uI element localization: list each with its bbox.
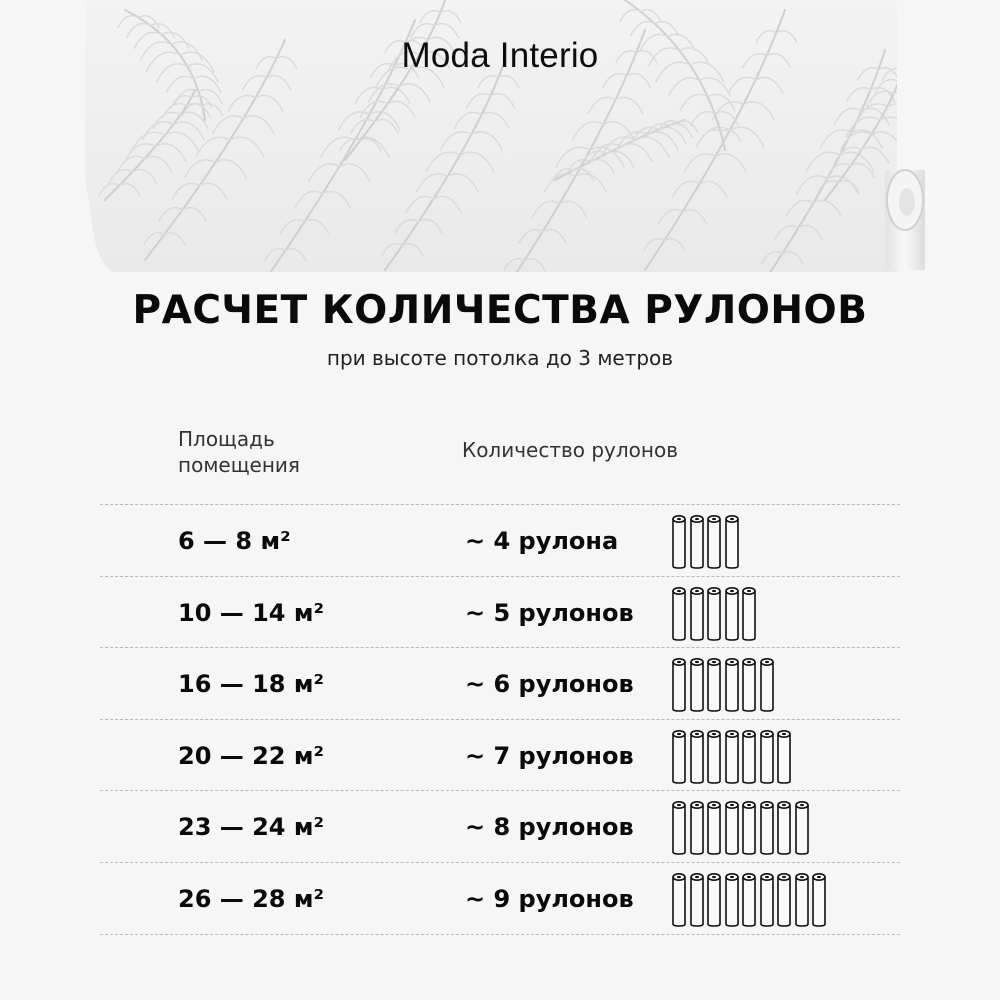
header-area bbox=[178, 426, 378, 478]
roll-icon bbox=[759, 871, 775, 927]
roll-icons bbox=[671, 585, 757, 641]
roll-icon bbox=[689, 656, 705, 712]
roll-icon bbox=[724, 799, 740, 855]
roll-icons bbox=[671, 728, 792, 784]
roll-icons bbox=[671, 513, 740, 569]
roll-icon bbox=[776, 728, 792, 784]
area-value: 10 — 14 м² bbox=[178, 598, 324, 627]
area-value: 23 — 24 м² bbox=[178, 813, 324, 841]
roll-icon bbox=[759, 799, 775, 855]
header-rolls: Количество рулонов bbox=[462, 438, 679, 462]
roll-icon bbox=[689, 728, 705, 784]
roll-icon bbox=[671, 656, 687, 712]
rolls-value: ~ 7 рулонов bbox=[465, 741, 634, 770]
table-row bbox=[100, 576, 900, 648]
roll-icon bbox=[671, 871, 687, 927]
roll-icon bbox=[706, 513, 722, 569]
area-value: 20 — 22 м² bbox=[178, 741, 324, 770]
roll-icon bbox=[724, 656, 740, 712]
table-row bbox=[100, 647, 900, 719]
roll-icon bbox=[706, 656, 722, 712]
roll-icon bbox=[724, 871, 740, 927]
brand-logo-text: Moda Interio bbox=[401, 36, 599, 75]
table-row bbox=[100, 862, 900, 935]
roll-icon bbox=[671, 513, 687, 569]
area-value: 6 — 8 м² bbox=[178, 527, 291, 555]
roll-icons bbox=[671, 656, 775, 712]
roll-icon bbox=[776, 871, 792, 927]
roll-icon bbox=[741, 728, 757, 784]
roll-icon bbox=[689, 871, 705, 927]
area-value: 16 — 18 м² bbox=[178, 670, 324, 698]
rolls-table bbox=[100, 504, 900, 935]
roll-icon bbox=[776, 799, 792, 855]
roll-icons bbox=[671, 799, 810, 855]
roll-icon bbox=[724, 728, 740, 784]
page-title: РАСЧЕТ КОЛИЧЕСТВА РУЛОНОВ bbox=[132, 288, 868, 333]
roll-icon bbox=[671, 585, 687, 641]
roll-icon bbox=[759, 656, 775, 712]
roll-icon bbox=[706, 871, 722, 927]
page-subtitle: при высоте потолка до 3 метров bbox=[326, 346, 674, 370]
roll-icon bbox=[741, 871, 757, 927]
roll-icon bbox=[794, 871, 810, 927]
roll-icon bbox=[689, 799, 705, 855]
rolls-value: ~ 8 рулонов bbox=[465, 813, 634, 841]
roll-icon bbox=[689, 513, 705, 569]
rolls-value: ~ 6 рулонов bbox=[465, 670, 634, 698]
roll-icon bbox=[741, 799, 757, 855]
roll-icon bbox=[706, 799, 722, 855]
roll-icon bbox=[811, 871, 827, 927]
roll-icon bbox=[741, 585, 757, 641]
area-value: 26 — 28 м² bbox=[178, 884, 324, 913]
roll-icon bbox=[759, 728, 775, 784]
rolls-value: ~ 4 рулона bbox=[465, 527, 619, 555]
roll-icons bbox=[671, 871, 827, 927]
header-area-line2: помещения bbox=[178, 453, 300, 477]
roll-icon bbox=[689, 585, 705, 641]
roll-icon bbox=[671, 799, 687, 855]
header-area-line1: Площадь bbox=[178, 427, 275, 451]
rolls-value: ~ 9 рулонов bbox=[465, 884, 634, 913]
table-row bbox=[100, 504, 900, 576]
rolls-value: ~ 5 рулонов bbox=[465, 598, 634, 627]
table-row bbox=[100, 719, 900, 791]
roll-icon bbox=[724, 513, 740, 569]
roll-icon bbox=[724, 585, 740, 641]
roll-icon bbox=[741, 656, 757, 712]
roll-icon bbox=[671, 728, 687, 784]
roll-icon bbox=[706, 585, 722, 641]
roll-icon bbox=[794, 799, 810, 855]
table-row bbox=[100, 790, 900, 862]
roll-icon bbox=[706, 728, 722, 784]
